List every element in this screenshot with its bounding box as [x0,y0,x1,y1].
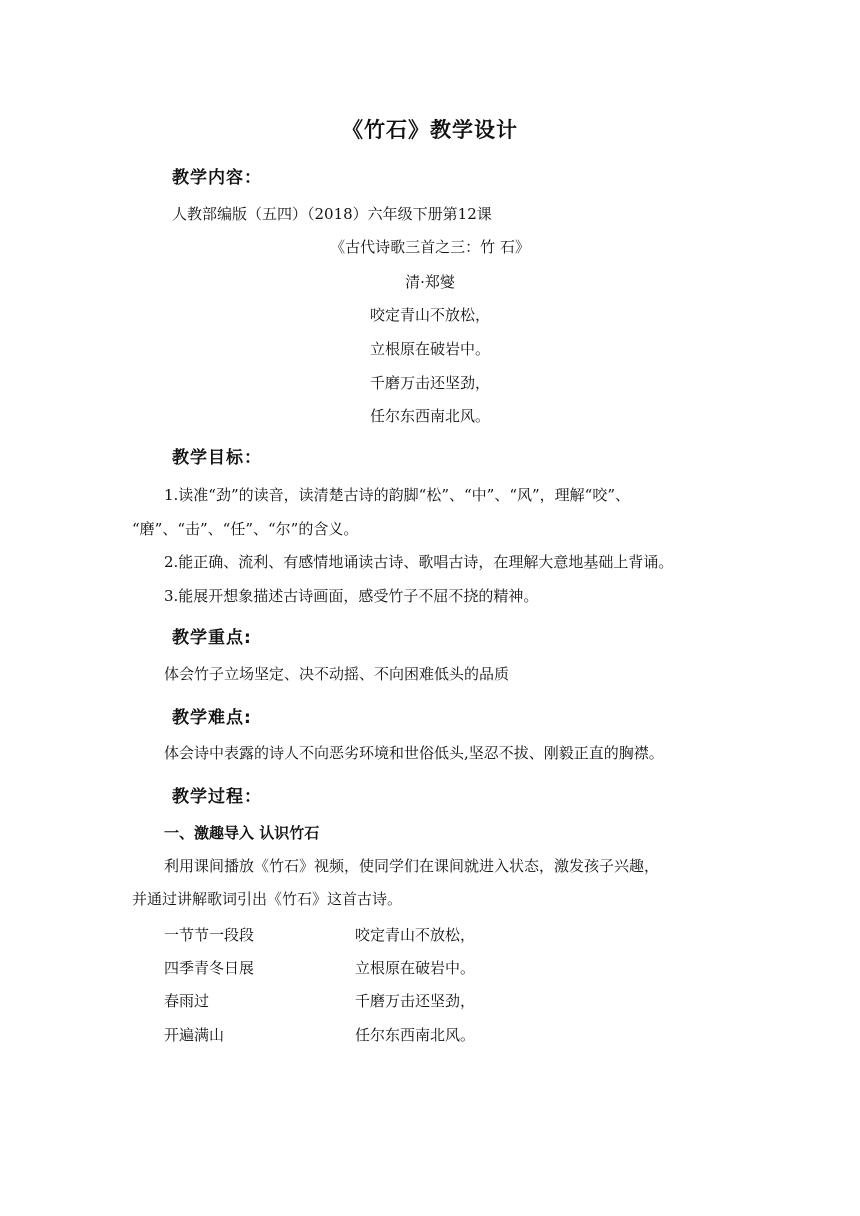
song-lyric-left: 一节节一段段 [164,926,255,944]
key-points-text: 体会竹子立场坚定、决不动摇、不向困难低头的品质 [164,665,510,683]
song-lyric-left: 春雨过 [164,992,210,1010]
poem-author: 清·郑燮 [405,273,455,291]
goal-item-3: 3.能展开想象描述古诗画面，感受竹子不屈不挠的精神。 [164,587,539,605]
song-lyric-right: 千磨万击还坚劲， [355,992,476,1010]
song-lyric-left: 四季青冬日展 [164,959,255,977]
goals-heading: 教学目标： [172,448,262,468]
process-paragraph: 利用课间播放《竹石》视频，使同学们在课间就进入状态，激发孩子兴趣， [164,857,660,875]
poem-title: 《古代诗歌三首之三：竹 石》 [330,238,530,256]
song-lyric-left: 开遍满山 [164,1026,225,1044]
goal-item-1-cont: “磨”、“击”、“任”、“尔”的含义。 [132,520,359,538]
content-heading: 教学内容： [172,168,262,188]
song-lyric-right: 咬定青山不放松， [355,926,476,944]
difficulties-heading: 教学难点: [172,708,252,728]
process-heading: 教学过程： [172,787,262,807]
poem-line: 任尔东西南北风。 [369,407,490,425]
section-1-title: 一、激趣导入 认识竹石 [164,824,320,842]
process-paragraph-cont: 并通过讲解歌词引出《竹石》这首古诗。 [132,890,403,908]
song-lyric-right: 立根原在破岩中。 [355,959,476,977]
poem-line: 千磨万击还坚劲， [369,374,490,392]
song-lyric-right: 任尔东西南北风。 [355,1026,476,1044]
lesson-source: 人教部编版（五四）（2018）六年级下册第12课 [172,205,492,223]
poem-line: 咬定青山不放松， [369,306,490,324]
page-title: 《竹石》教学设计 [342,118,518,142]
key-points-heading: 教学重点: [172,628,252,648]
goal-item-1: 1.读准“劲”的读音，读清楚古诗的韵脚“松”、“中”、“风”，理解“咬”、 [164,486,630,504]
poem-line: 立根原在破岩中。 [369,340,490,358]
goal-item-2: 2.能正确、流利、有感情地诵读古诗、歌唱古诗，在理解大意地基础上背诵。 [164,553,674,571]
difficulties-text: 体会诗中表露的诗人不向恶劣环境和世俗低头,坚忍不拔、刚毅正直的胸襟。 [164,744,664,762]
